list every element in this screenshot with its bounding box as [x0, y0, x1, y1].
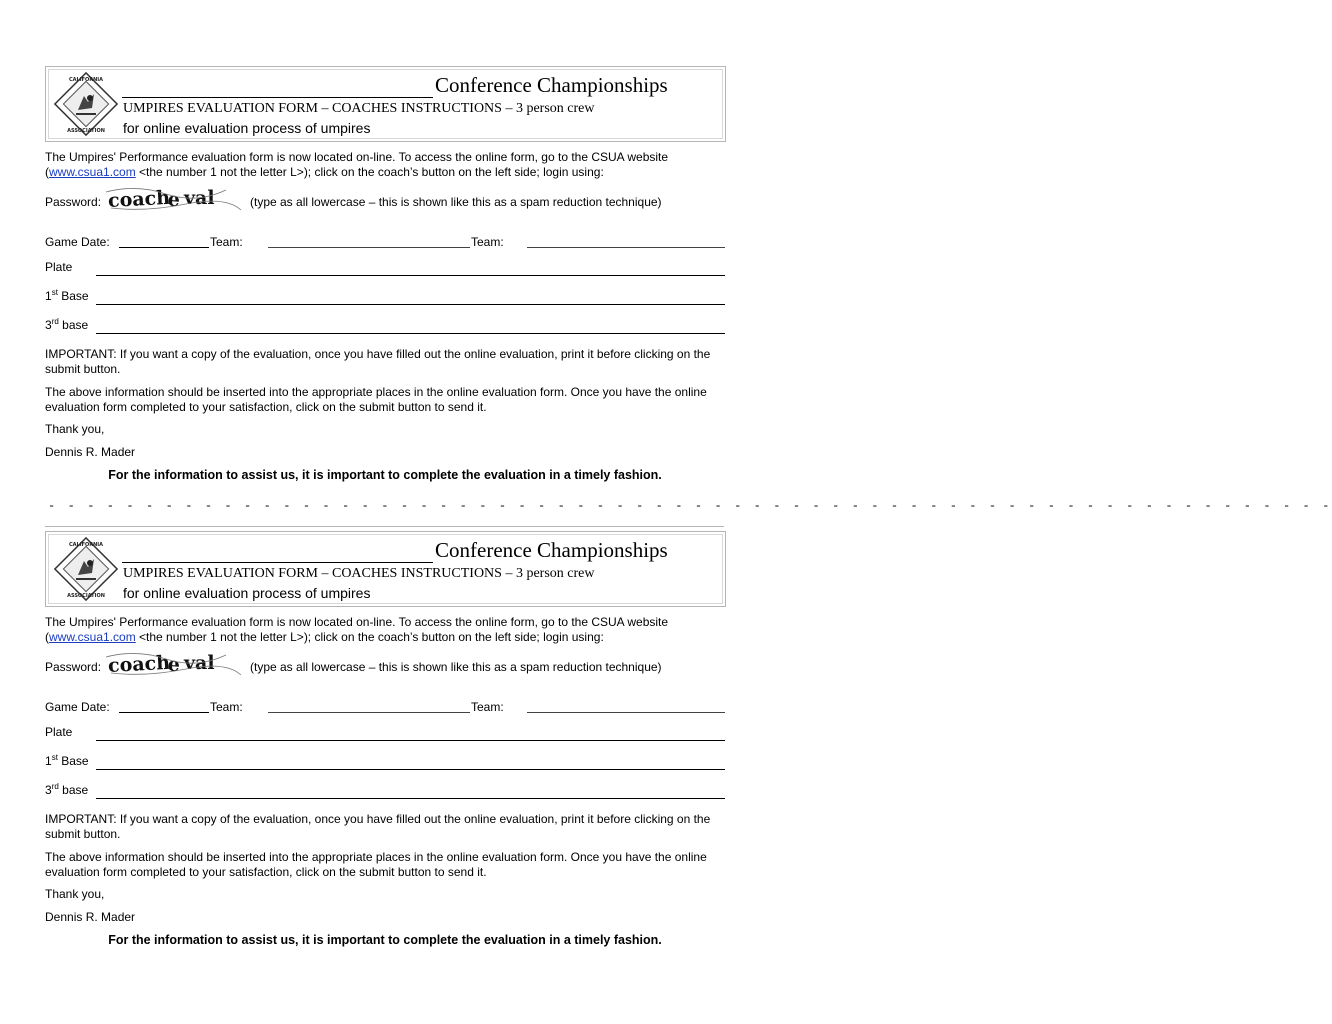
game-date-field[interactable] — [119, 712, 209, 713]
third-base-umpire-field[interactable] — [96, 333, 725, 334]
form-subtitle: UMPIRES EVALUATION FORM – COACHES INSTRUCTIONS – 3 person crew — [123, 566, 595, 581]
form-header — [45, 66, 726, 142]
svg-text:ASSOCIATION: ASSOCIATION — [67, 593, 105, 599]
password-label: Password: — [45, 660, 102, 674]
form-header — [45, 531, 726, 607]
svg-text:coach: coach — [107, 186, 171, 213]
thank-you: Thank you, — [45, 887, 105, 901]
team2-field[interactable] — [527, 247, 725, 248]
form-subtitle-2: for online evaluation process of umpires — [123, 120, 371, 136]
first-base-umpire-field[interactable] — [96, 304, 725, 305]
svg-text:CALIFORNIA: CALIFORNIA — [68, 542, 104, 548]
plate-label: Plate — [45, 260, 73, 274]
password-note: (type as all lowercase – this is shown like this as a spam reduction technique) — [250, 660, 662, 674]
important-note: IMPORTANT: If you want a copy of the evaluation, once you have filled out the online evaluation, print it before clicking on the submit button. — [45, 812, 711, 841]
game-date-label: Game Date: — [45, 700, 110, 714]
svg-text:CALIFORNIA: CALIFORNIA — [68, 77, 104, 83]
game-date-label: Game Date: — [45, 235, 110, 249]
password-label: Password: — [45, 195, 102, 209]
team1-field[interactable] — [268, 247, 470, 248]
plate-umpire-field[interactable] — [96, 275, 725, 276]
intro-paragraph: The Umpires' Performance evaluation form is now located on-line. To access the online form, go to the CSUA website (www.csua1.com <the number 1 not the letter L>); click on the coach’s button on the left side; login using: — [45, 615, 669, 644]
svg-text:val: val — [184, 187, 215, 209]
team2-field[interactable] — [527, 712, 725, 713]
form-title: Conference Championships — [122, 538, 722, 566]
intro-paragraph: The Umpires' Performance evaluation form is now located on-line. To access the online form, go to the CSUA website (www.csua1.com <the number 1 not the letter L>); click on the coach’s button on the left side; login using: — [45, 150, 669, 179]
instructions-paragraph: The above information should be inserted into the appropriate places in the online evaluation form. Once you have the online evaluation form completed to your satisfaction, click on the submit button to send it. — [45, 385, 707, 414]
conference-name-blank[interactable] — [122, 540, 433, 563]
signature: Dennis R. Mader — [45, 445, 136, 459]
conference-name-blank[interactable] — [122, 75, 433, 98]
plate-umpire-field[interactable] — [96, 740, 725, 741]
team1-field[interactable] — [268, 712, 470, 713]
first-base-label: 1st Base — [45, 288, 89, 303]
closing-note: For the information to assist us, it is important to complete the evaluation in a timely fashion. — [108, 933, 662, 947]
team1-label: Team: — [210, 235, 243, 249]
csua-website-link[interactable]: www.csua1.com — [49, 630, 136, 644]
coacheval-password-image — [106, 184, 246, 212]
team1-label: Team: — [210, 700, 243, 714]
team2-label: Team: — [471, 235, 504, 249]
coacheval-password-image — [106, 649, 246, 677]
form-subtitle: UMPIRES EVALUATION FORM – COACHES INSTRUCTIONS – 3 person crew — [123, 101, 595, 116]
game-date-field[interactable] — [119, 247, 209, 248]
svg-text:e: e — [167, 653, 181, 677]
csua-logo-icon — [54, 72, 118, 136]
password-note: (type as all lowercase – this is shown like this as a spam reduction technique) — [250, 195, 662, 209]
evaluation-form-top — [0, 66, 1332, 536]
evaluation-form-bottom — [0, 531, 770, 1001]
form-subtitle-2: for online evaluation process of umpires — [123, 585, 371, 601]
third-base-umpire-field[interactable] — [96, 798, 725, 799]
svg-text:e: e — [167, 188, 181, 212]
thank-you: Thank you, — [45, 422, 105, 436]
third-base-label: 3rd base — [45, 782, 89, 797]
first-base-label: 1st Base — [45, 753, 89, 768]
csua-logo-icon — [54, 537, 118, 601]
svg-text:coach: coach — [107, 651, 171, 678]
team2-label: Team: — [471, 700, 504, 714]
closing-note: For the information to assist us, it is important to complete the evaluation in a timely fashion. — [108, 468, 662, 482]
csua-website-link[interactable]: www.csua1.com — [49, 165, 136, 179]
instructions-paragraph: The above information should be inserted into the appropriate places in the online evaluation form. Once you have the online evaluation form completed to your satisfaction, click on the submit button to send it. — [45, 850, 707, 879]
cut-line: - - - - - - - - - - - - - - - - - - - - - - - - - - - - - - - - - - - - - - - - - - - - - - - - - - - - - - - - - - - - - - - - - - — [48, 499, 1332, 513]
signature: Dennis R. Mader — [45, 910, 136, 924]
third-base-label: 3rd base — [45, 317, 89, 332]
section-divider — [45, 526, 724, 527]
svg-text:ASSOCIATION: ASSOCIATION — [67, 128, 105, 134]
form-title: Conference Championships — [122, 73, 722, 101]
first-base-umpire-field[interactable] — [96, 769, 725, 770]
svg-text:val: val — [184, 652, 215, 674]
important-note: IMPORTANT: If you want a copy of the evaluation, once you have filled out the online evaluation, print it before clicking on the submit button. — [45, 347, 711, 376]
plate-label: Plate — [45, 725, 73, 739]
